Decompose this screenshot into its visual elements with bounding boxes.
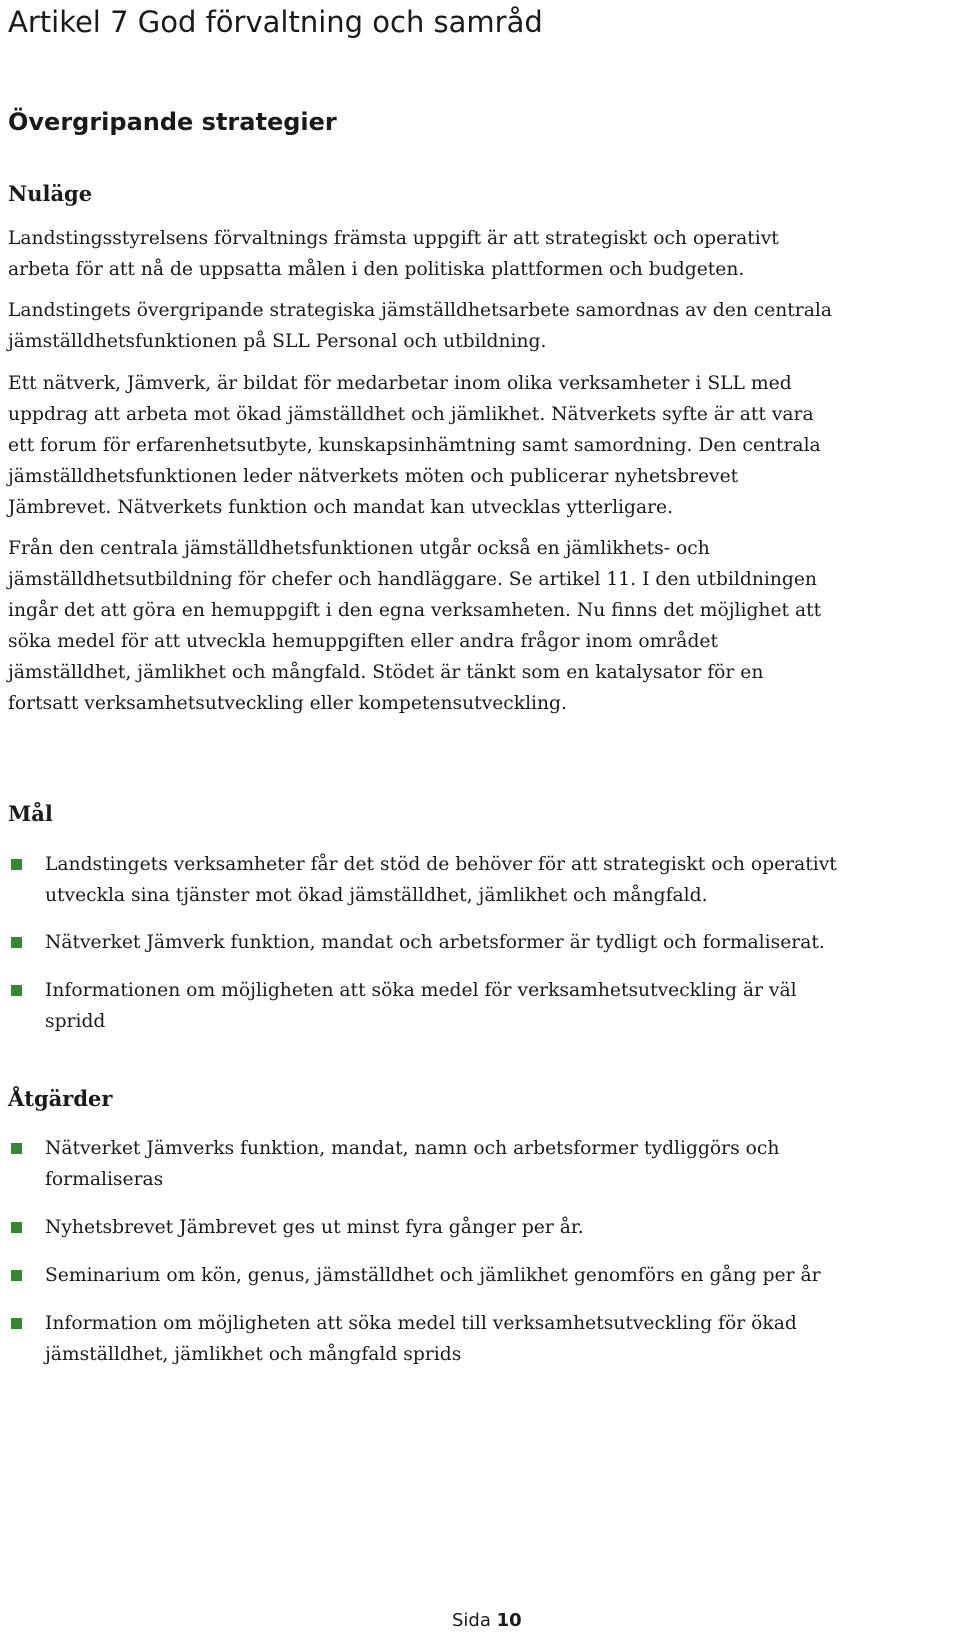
page-number: 10	[496, 1610, 522, 1631]
text-line: Ett nätverk, Jämverk, är bildat för medarbetar inom olika verksamheter i SLL med	[8, 373, 792, 394]
text-line: jämställdhet, jämlikhet och mångfald sprids	[45, 1344, 462, 1365]
text-line: ingår det att göra en hemuppgift i den egna verksamheten. Nu finns det möjlighet att	[8, 600, 822, 621]
list-item-text	[45, 927, 825, 958]
page-footer	[452, 1610, 522, 1632]
page-label: Sida	[452, 1610, 491, 1631]
text-line: Jämbrevet. Nätverkets funktion och mandat kan utvecklas ytterligare.	[8, 497, 674, 518]
list-item-text	[45, 1260, 821, 1291]
text-line: ett forum för erfarenhetsutbyte, kunskapsinhämtning samt samordning. Den centrala	[8, 435, 821, 456]
bullet-square-icon	[11, 937, 22, 948]
text-line: Information om möjligheten att söka medel till verksamhetsutveckling för ökad	[45, 1313, 797, 1334]
bullet-square-icon	[11, 1143, 22, 1154]
text-line: fortsatt verksamhetsutveckling eller kompetensutveckling.	[8, 693, 567, 714]
bullet-square-icon	[11, 859, 22, 870]
text-line: Landstingets verksamheter får det stöd de behöver för att strategiskt och operativt	[45, 854, 837, 875]
list-item-text	[45, 1212, 584, 1243]
bullet-square-icon	[11, 1318, 22, 1329]
atgarder-heading: Åtgärder	[8, 1086, 113, 1111]
text-line: Nätverket Jämverk funktion, mandat och arbetsformer är tydligt och formaliserat.	[45, 932, 825, 953]
mal-heading: Mål	[8, 801, 53, 826]
article-title: Artikel 7 God förvaltning och samråd	[8, 5, 543, 39]
nulage-paragraph-2	[8, 295, 952, 357]
text-line: utveckla sina tjänster mot ökad jämställdhet, jämlikhet och mångfald.	[45, 885, 708, 906]
list-item-text	[45, 975, 797, 1037]
text-line: spridd	[45, 1011, 106, 1032]
text-line: Nyhetsbrevet Jämbrevet ges ut minst fyra gånger per år.	[45, 1217, 584, 1238]
text-line: Nätverket Jämverks funktion, mandat, namn och arbetsformer tydliggörs och	[45, 1138, 780, 1159]
text-line: Landstingets övergripande strategiska jämställdhetsarbete samordnas av den centrala	[8, 300, 832, 321]
text-line: jämställdhetsfunktionen på SLL Personal och utbildning.	[8, 331, 547, 352]
text-line: jämställdhetsfunktionen leder nätverkets möten och publicerar nyhetsbrevet	[8, 466, 739, 487]
text-line: formaliseras	[45, 1169, 164, 1190]
text-line: Landstingsstyrelsens förvaltnings främsta uppgift är att strategiskt och operativt	[8, 228, 779, 249]
nulage-heading: Nuläge	[8, 181, 93, 206]
text-line: jämställdhetsutbildning för chefer och handläggare. Se artikel 11. I den utbildningen	[8, 569, 817, 590]
text-line: arbeta för att nå de uppsatta målen i den politiska plattformen och budgeten.	[8, 259, 745, 280]
section-title: Övergripande strategier	[8, 108, 337, 136]
text-line: jämställdhet, jämlikhet och mångfald. Stödet är tänkt som en katalysator för en	[8, 662, 764, 683]
bullet-square-icon	[11, 1270, 22, 1281]
bullet-square-icon	[11, 985, 22, 996]
nulage-paragraph-1	[8, 223, 952, 285]
nulage-paragraph-3	[8, 368, 952, 523]
text-line: Seminarium om kön, genus, jämställdhet och jämlikhet genomförs en gång per år	[45, 1265, 821, 1286]
bullet-square-icon	[11, 1222, 22, 1233]
text-line: Från den centrala jämställdhetsfunktionen utgår också en jämlikhets- och	[8, 538, 710, 559]
text-line: uppdrag att arbeta mot ökad jämställdhet och jämlikhet. Nätverkets syfte är att vara	[8, 404, 814, 425]
text-line: söka medel för att utveckla hemuppgiften eller andra frågor inom området	[8, 631, 718, 652]
list-item-text	[45, 1133, 779, 1195]
list-item-text	[45, 1308, 797, 1370]
list-item-text	[45, 849, 837, 911]
text-line: Informationen om möjligheten att söka medel för verksamhetsutveckling är väl	[45, 980, 797, 1001]
nulage-paragraph-4	[8, 533, 952, 719]
